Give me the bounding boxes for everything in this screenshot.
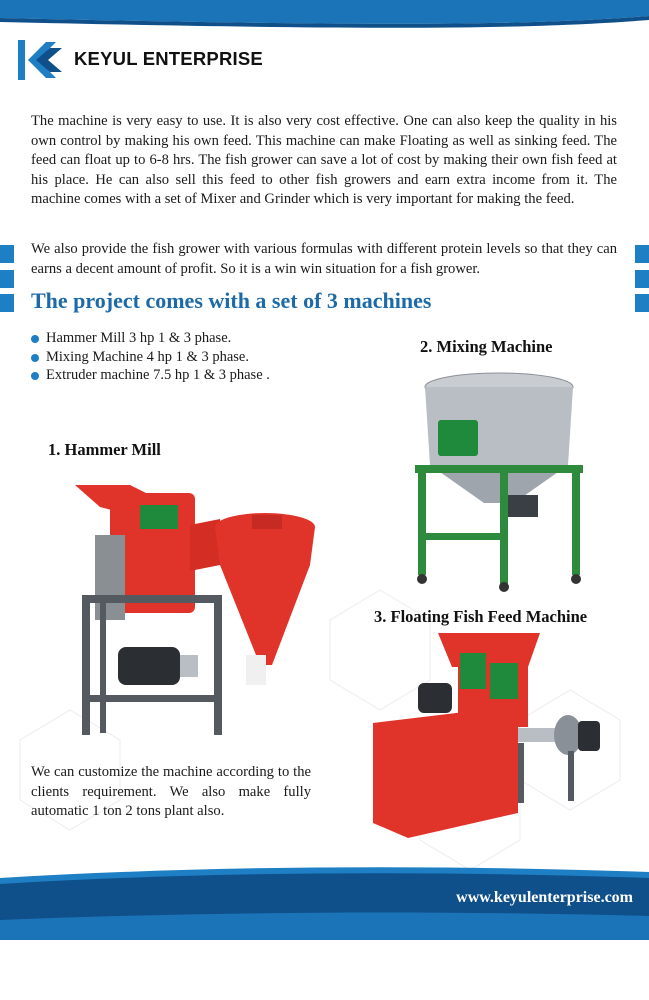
list-item bbox=[31, 329, 270, 348]
header-wave-band bbox=[0, 0, 649, 30]
side-decoration-left bbox=[0, 294, 14, 312]
mixing-machine-image bbox=[410, 365, 588, 595]
bullet-icon bbox=[31, 335, 39, 343]
machine-spec-list bbox=[31, 329, 270, 385]
side-decoration-right bbox=[635, 245, 649, 263]
website-link[interactable]: www.keyulenterprise.com bbox=[456, 889, 633, 906]
side-decoration-right bbox=[635, 270, 649, 288]
spec-mixing-machine: Mixing Machine 4 hp 1 & 3 phase. bbox=[46, 348, 249, 365]
side-decoration-left bbox=[0, 245, 14, 263]
side-decoration-left bbox=[0, 270, 14, 288]
formulas-paragraph: We also provide the fish grower with various formulas with different protein levels so that they can earns a decent amount of profit. So it is a win win situation for a fish grower. bbox=[31, 241, 617, 277]
keyul-logo-icon bbox=[16, 38, 64, 82]
mixing-machine-label: 2. Mixing Machine bbox=[420, 337, 553, 356]
floating-fish-feed-machine-image bbox=[368, 633, 604, 843]
spec-hammer-mill: Hammer Mill 3 hp 1 & 3 phase. bbox=[46, 330, 232, 346]
intro-paragraph: The machine is very easy to use. It is also very cost effective. One can also keep the quality in his own control by making his own feed. This machine can make Floating as well as sinking feed. The feed can float up to 6-8 hrs. The fish grower can save a lot of cost by making their own fish feed at his place. He can also sell this feed to other fish growers and earn extra income from it. The machine comes with a set of Mixer and Grinder which is very important for making the feed. bbox=[31, 113, 617, 207]
brand-name: KEYUL ENTERPRISE bbox=[74, 48, 263, 69]
bullet-icon bbox=[31, 354, 39, 362]
bullet-icon bbox=[31, 372, 39, 380]
list-item bbox=[31, 366, 270, 385]
customize-paragraph: We can customize the machine according to the clients requirement. We also make fully automatic 1 ton 2 tons plant also. bbox=[31, 764, 311, 819]
extruder-label: 3. Floating Fish Feed Machine bbox=[374, 607, 588, 626]
side-decoration-right bbox=[635, 294, 649, 312]
spec-extruder: Extruder machine 7.5 hp 1 & 3 phase . bbox=[46, 367, 270, 383]
hammer-mill-image bbox=[70, 475, 320, 745]
machines-set-heading: The project comes with a set of 3 machines bbox=[31, 288, 432, 313]
hammer-mill-label: 1. Hammer Mill bbox=[48, 440, 161, 459]
list-item bbox=[31, 348, 270, 367]
